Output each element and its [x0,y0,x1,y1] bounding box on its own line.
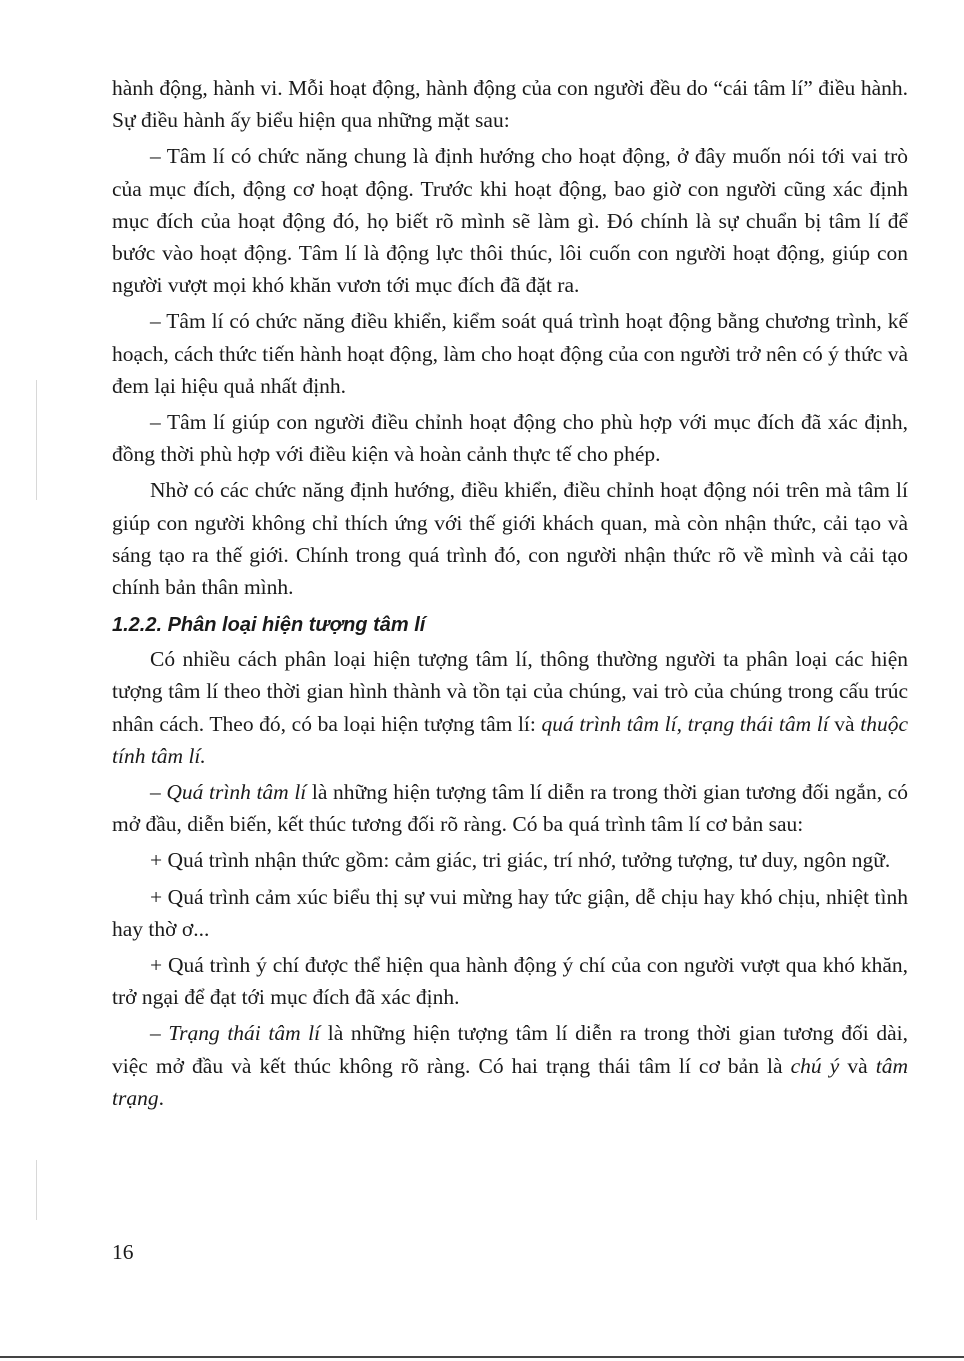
paragraph-continuation: hành động, hành vi. Mỗi hoạt động, hành động của con người đều do “cái tâm lí” điều hành. Sự điều hành ấy biểu hiện qua những mặt sau: [112,76,908,133]
page-number: 16 [112,1240,134,1264]
document-page [112,72,908,1114]
period: . [158,1085,164,1110]
intro-connector: và [828,711,861,736]
page-bottom-border [0,1356,964,1358]
term-mental-process: Quá trình tâm lí [166,780,307,805]
term-mental-state: Trạng thái tâm lí [168,1021,321,1046]
scan-margin-mark [36,380,37,500]
term-attention: chú ý [790,1053,840,1078]
paragraph-mental-state [112,1017,908,1114]
paragraph-mental-process [112,776,908,840]
bullet-emotional-process: + Quá trình cảm xúc biểu thị sự vui mừng hay tức giận, dễ chịu hay khó chịu, nhiệt tình hay thờ ơ... [112,884,908,941]
paragraph-classification-intro [112,643,908,772]
bullet-volitional-process: + Quá trình ý chí được thể hiện qua hành động ý chí của con người vượt qua khó khăn, trở ngại để đạt tới mục đích đã xác định. [112,953,908,1010]
paragraph-summary: Nhờ có các chức năng định hướng, điều khiển, điều chỉnh hoạt động nói trên mà tâm lí giúp con người không chỉ thích ứng với thế giới khách quan, mà còn nhận thức, cải tạo và sáng tạo ra thế giới. Chính trong quá trình đó, con người nhận thức rõ về mình và cải tạo chính bản thân mình. [112,478,908,600]
definition-text: là những hiện tượng tâm lí diễn ra trong thời gian tương đối ngắn, có mở đầu, diễn biến, kết thúc tương đối rõ ràng. Có ba quá trình tâm lí cơ bản sau: [112,780,908,837]
section-heading: 1.2.2. Phân loại hiện tượng tâm lí [112,614,426,637]
paragraph-orientation-function: – Tâm lí có chức năng chung là định hướng cho hoạt động, ở đây muốn nói tới vai trò của mục đích, động cơ hoạt động. Trước khi hoạt động, bao giờ con người cũng xác định mục đích của hoạt động đó, họ biết rõ mình sẽ làm gì. Đó chính là sự chuẩn bị tâm lí để bước vào hoạt động. Tâm lí là động lực thôi thúc, lôi cuốn con người hoạt động, giúp con người vượt mọi khó khăn vươn tới mục đích đã đặt ra. [112,144,908,298]
intro-italic-term-property: thuộc tính tâm lí. [112,711,908,768]
paragraph-control-function: – Tâm lí có chức năng điều khiển, kiểm soát quá trình hoạt động bằng chương trình, kế hoạch, cách thức tiến hành hoạt động, làm cho hoạt động của con người trở nên có ý thức và đem lại hiệu quả nhất định. [112,309,908,398]
scan-margin-mark [36,1160,37,1220]
intro-text: Có nhiều cách phân loại hiện tượng tâm lí, thông thường người ta phân loại các hiện tượng tâm lí theo thời gian hình thành và tồn tại của chúng, vai trò của chúng trong cấu trúc nhân cách. Theo đó, có ba loại hiện tượng tâm lí: [112,647,908,736]
bullet-cognitive-process: + Quá trình nhận thức gồm: cảm giác, tri giác, trí nhớ, tưởng tượng, tư duy, ngôn ngữ. [150,848,891,873]
connector: và [839,1053,876,1078]
dash: – [150,1021,169,1046]
intro-italic-terms: quá trình tâm lí, trạng thái tâm lí [541,711,829,736]
term-mood: tâm trạng [112,1053,908,1110]
dash: – [150,780,167,805]
paragraph-adjustment-function: – Tâm lí giúp con người điều chỉnh hoạt động cho phù hợp với mục đích đã xác định, đồng thời phù hợp với điều kiện và hoàn cảnh thực tế cho phép. [112,410,908,467]
definition-text: là những hiện tượng tâm lí diễn ra trong thời gian tương đối dài, việc mở đầu và kết thúc không rõ ràng. Có hai trạng thái tâm lí cơ bản là [112,1021,908,1078]
